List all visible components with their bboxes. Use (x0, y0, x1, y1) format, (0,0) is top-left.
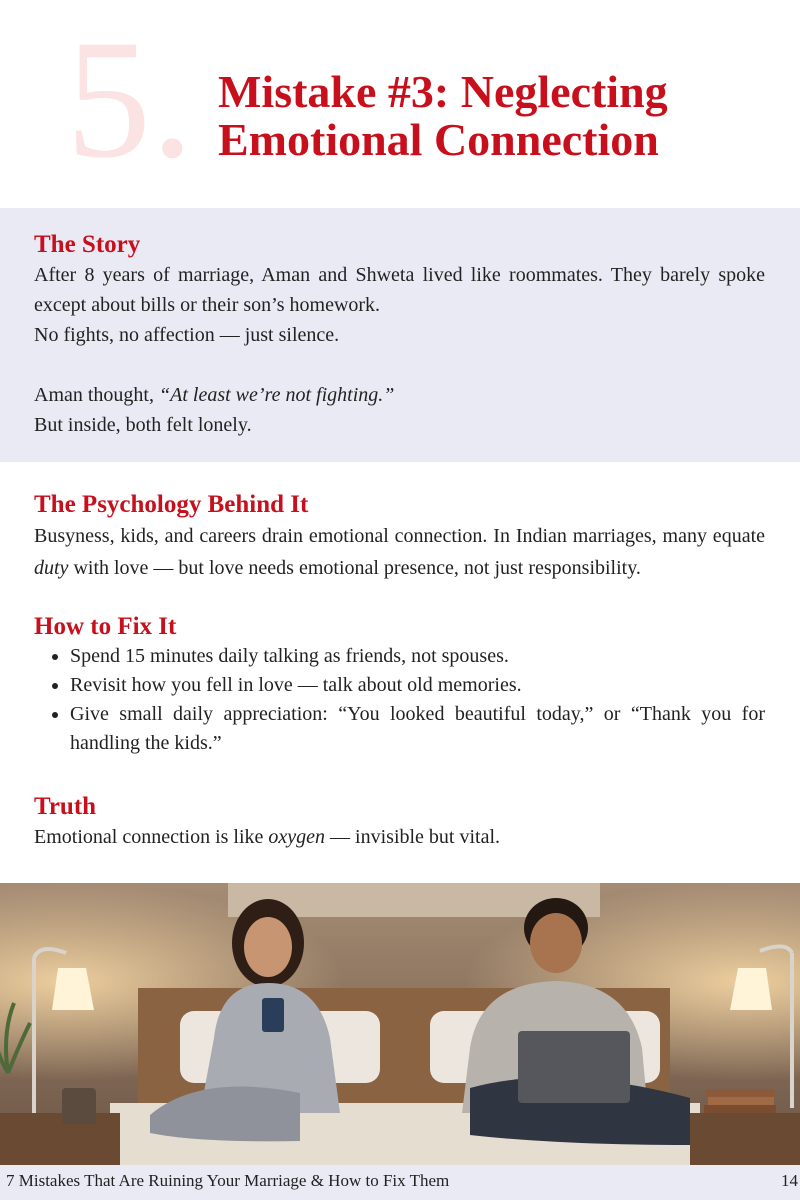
fix-section (34, 612, 765, 758)
psychology-text-a: Busyness, kids, and careers drain emotional connection. In Indian marriages, many equate (34, 525, 765, 547)
chapter-title-line2: Emotional Connection (218, 114, 659, 165)
truth-section (34, 792, 765, 852)
story-paragraph-4: But inside, both felt lonely. (34, 414, 252, 436)
story-paragraph-2: No fights, no affection — just silence. (34, 324, 340, 346)
psychology-text-em: duty (34, 557, 69, 579)
truth-paragraph (34, 822, 765, 852)
psychology-section (34, 490, 765, 584)
chapter-title-line1: Mistake #3: Neglecting (218, 66, 668, 117)
psychology-heading: The Psychology Behind It (34, 491, 309, 518)
truth-text-b: — invisible but vital. (325, 826, 501, 848)
story-quote-line (34, 380, 765, 410)
story-panel (0, 208, 800, 462)
truth-heading: Truth (34, 793, 97, 820)
psychology-paragraph (34, 520, 765, 584)
fix-list-item: • Spend 15 minutes daily talking as friends, not spouses. (70, 642, 765, 671)
chapter-number: 5. (66, 5, 194, 193)
chapter-title (218, 68, 778, 164)
truth-text-em: oxygen (268, 826, 326, 848)
story-section (34, 230, 765, 440)
truth-text-a: Emotional connection is like (34, 826, 269, 848)
page-number: 14 (781, 1171, 798, 1190)
chapter-header (0, 0, 800, 208)
page-footer (0, 1165, 800, 1200)
fix-list-item: • Give small daily appreciation: “You looked beautiful today,” or “Thank you for handling the kids.” (70, 700, 765, 758)
story-quote-lead: Aman thought, (34, 384, 159, 406)
fix-list (34, 642, 765, 758)
psychology-text-b: with love — but love needs emotional presence, not just responsibility. (68, 557, 641, 579)
couple-in-bed-photo (0, 883, 800, 1165)
story-heading: The Story (34, 231, 141, 258)
story-paragraph-1: After 8 years of marriage, Aman and Shweta lived like roommates. They barely spoke except about bills or their son’s homework. (34, 264, 765, 316)
fix-heading: How to Fix It (34, 613, 177, 640)
footer-book-title: 7 Mistakes That Are Ruining Your Marriage & How to Fix Them (6, 1171, 450, 1190)
photo-illustration (0, 883, 800, 1165)
fix-list-item: • Revisit how you fell in love — talk about old memories. (70, 671, 765, 700)
story-quote: “At least we’re not fighting.” (159, 384, 395, 406)
